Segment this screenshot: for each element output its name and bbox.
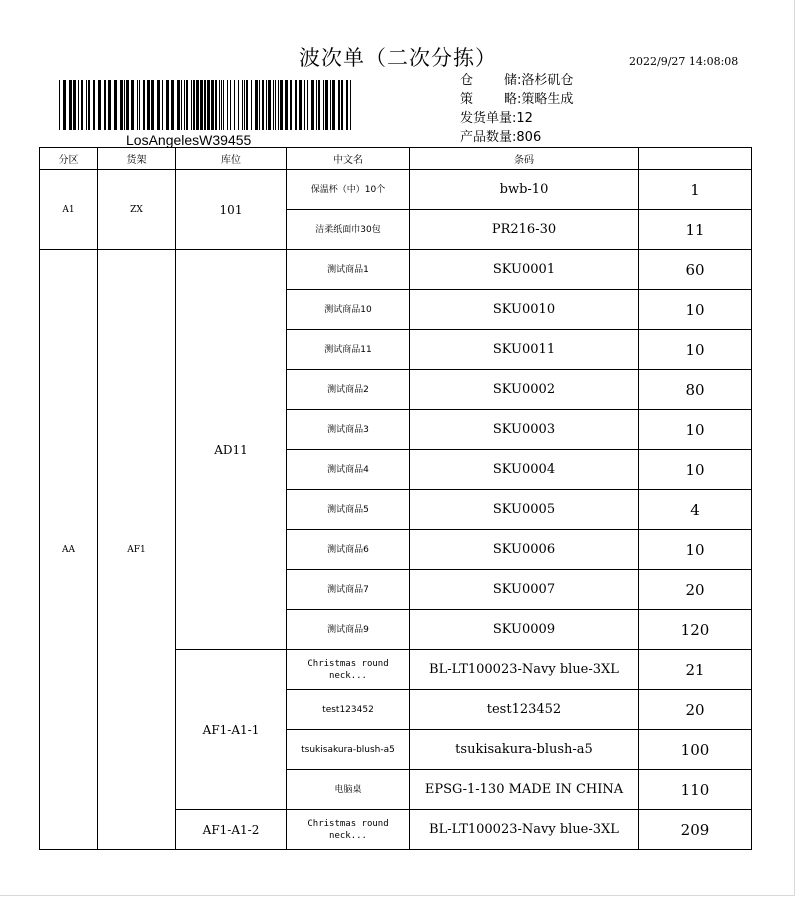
quantity-cell: 20 [639, 690, 752, 730]
quantity-cell: 10 [639, 450, 752, 490]
orders-row: 发货单量:12 [460, 111, 533, 126]
product-qty-value: 806 [516, 130, 542, 145]
barcode-cell: tsukisakura-blush-a5 [410, 730, 639, 770]
orders-label: 发货单量 [460, 111, 513, 126]
name-cell: 测试商品9 [287, 610, 410, 650]
strategy-label: 策 [460, 92, 474, 107]
summary-info [460, 71, 573, 147]
barcode-cell: SKU0011 [410, 330, 639, 370]
barcode-cell: SKU0003 [410, 410, 639, 450]
quantity-cell: 209 [639, 810, 752, 850]
warehouse-label-2: 储 [503, 73, 517, 88]
barcode-text: LosAngelesW39455 [126, 132, 252, 148]
quantity-cell: 4 [639, 490, 752, 530]
quantity-cell: 10 [639, 410, 752, 450]
quantity-cell: 1 [639, 170, 752, 210]
warehouse-row: 仓 储 :洛杉矶仓 [460, 73, 574, 88]
print-timestamp: 2022/9/27 14:08:08 [629, 55, 739, 68]
table-row [40, 170, 752, 210]
header-quantity [639, 148, 752, 170]
name-cell: 保温杯（中）10个 [287, 170, 410, 210]
shelf-cell: AF1 [98, 250, 176, 850]
table-header-row [40, 148, 752, 170]
location-cell: AF1-A1-2 [176, 810, 287, 850]
quantity-cell: 10 [639, 290, 752, 330]
quantity-cell: 60 [639, 250, 752, 290]
name-cell: 电脑桌 [287, 770, 410, 810]
location-cell: AD11 [176, 250, 287, 650]
barcode-cell: SKU0010 [410, 290, 639, 330]
barcode-cell: BL-LT100023-Navy blue-3XL [410, 650, 639, 690]
quantity-cell: 10 [639, 530, 752, 570]
orders-value: 12 [516, 111, 533, 126]
name-cell: 测试商品2 [287, 370, 410, 410]
quantity-cell: 110 [639, 770, 752, 810]
name-cell: 测试商品11 [287, 330, 410, 370]
location-cell: 101 [176, 170, 287, 250]
name-cell: 测试商品7 [287, 570, 410, 610]
strategy-row: 策 略 :策略生成 [460, 92, 574, 107]
zone-cell: AA [40, 250, 98, 850]
header-zone: 分区 [40, 148, 98, 170]
barcode-image [59, 80, 351, 130]
barcode-cell: BL-LT100023-Navy blue-3XL [410, 810, 639, 850]
barcode-cell: PR216-30 [410, 210, 639, 250]
quantity-cell: 100 [639, 730, 752, 770]
product-qty-label: 产品数量 [460, 130, 513, 145]
name-cell: 测试商品3 [287, 410, 410, 450]
name-cell: 洁柔纸面巾30包 [287, 210, 410, 250]
quantity-cell: 80 [639, 370, 752, 410]
barcode-cell: SKU0009 [410, 610, 639, 650]
table-row [40, 250, 752, 290]
barcode-cell: test123452 [410, 690, 639, 730]
barcode-cell: SKU0007 [410, 570, 639, 610]
barcode-cell: SKU0002 [410, 370, 639, 410]
barcode-cell: bwb-10 [410, 170, 639, 210]
header-location: 库位 [176, 148, 287, 170]
name-cell: test123452 [287, 690, 410, 730]
barcode-cell: EPSG-1-130 MADE IN CHINA [410, 770, 639, 810]
quantity-cell: 21 [639, 650, 752, 690]
warehouse-value: 洛杉矶仓 [521, 73, 574, 88]
strategy-value: 策略生成 [521, 92, 574, 107]
barcode-cell: SKU0004 [410, 450, 639, 490]
header-name: 中文名 [287, 148, 410, 170]
name-cell: 测试商品4 [287, 450, 410, 490]
zone-cell: A1 [40, 170, 98, 250]
page-title: 波次单（二次分拣） [299, 46, 497, 70]
name-cell: 测试商品1 [287, 250, 410, 290]
header-barcode: 条码 [410, 148, 639, 170]
shelf-cell: ZX [98, 170, 176, 250]
location-cell: AF1-A1-1 [176, 650, 287, 810]
name-cell: 测试商品5 [287, 490, 410, 530]
product-qty-row: 产品数量:806 [460, 130, 542, 145]
barcode-cell: SKU0006 [410, 530, 639, 570]
quantity-cell: 120 [639, 610, 752, 650]
name-cell: Christmas round neck... [287, 810, 410, 850]
barcode-cell: SKU0005 [410, 490, 639, 530]
name-cell: tsukisakura-blush-a5 [287, 730, 410, 770]
name-cell: Christmas round neck... [287, 650, 410, 690]
picking-table [39, 147, 752, 850]
quantity-cell: 20 [639, 570, 752, 610]
name-cell: 测试商品6 [287, 530, 410, 570]
header-shelf: 货架 [98, 148, 176, 170]
name-cell: 测试商品10 [287, 290, 410, 330]
quantity-cell: 10 [639, 330, 752, 370]
barcode-cell: SKU0001 [410, 250, 639, 290]
quantity-cell: 11 [639, 210, 752, 250]
warehouse-label: 仓 [460, 73, 474, 88]
strategy-label-2: 略 [503, 92, 517, 107]
